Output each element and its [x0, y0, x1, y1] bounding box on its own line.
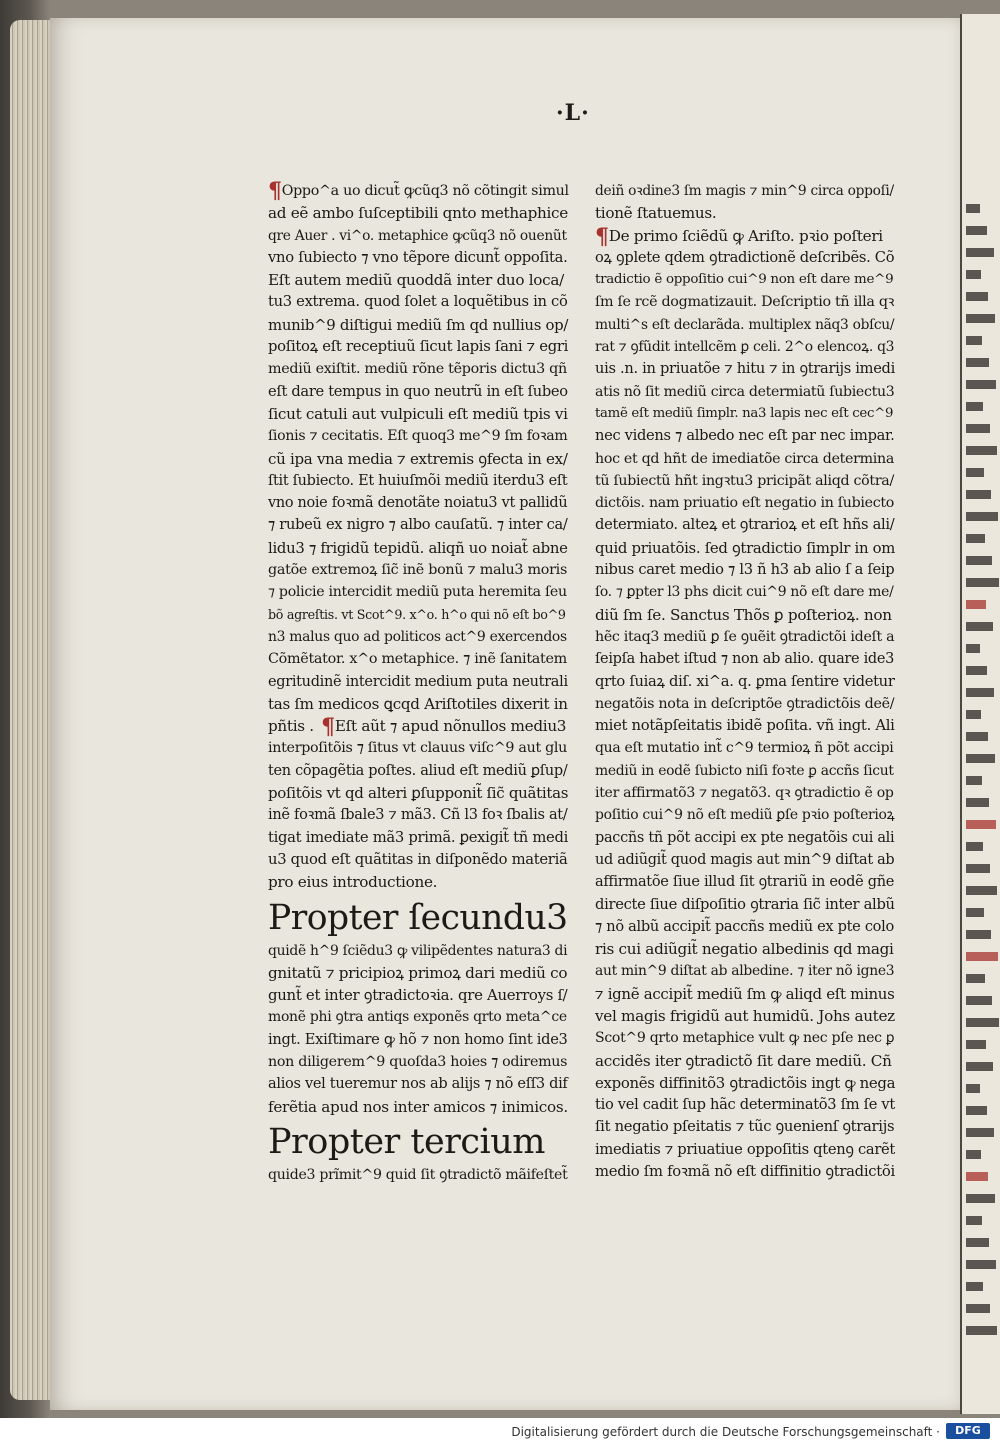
- text-line: [268, 225, 568, 247]
- text-line: [595, 1050, 895, 1072]
- line-text: eſt dare tempus in quo neutrũ in eſt ſubeo: [268, 382, 568, 400]
- text-line: [268, 804, 568, 826]
- line-text: ⁊ policie intercidit mediũ puta heremita ſeu: [268, 584, 567, 601]
- next-page-text-fragment: [966, 1326, 997, 1335]
- next-page-text-fragment: [966, 908, 984, 917]
- text-line: [595, 336, 895, 358]
- next-page-text-fragment: [966, 578, 999, 587]
- line-text: affirmatõe ſiue illud ſit ꝯtrariũ in eodẽ gñe: [595, 874, 895, 891]
- line-text: monẽ phi ꝯtra antiqs exponẽs qrto meta^ce: [268, 1009, 567, 1026]
- text-line: [595, 180, 895, 202]
- line-text: alios vel tueremur nos ab alijs ⁊ nõ eſſ3 dif: [268, 1076, 568, 1093]
- line-text: rat ⁊ ꝯfũdit intellcẽm ꝑ celi. 2^o elencoꝝ. q3: [595, 339, 895, 356]
- text-line: [268, 940, 568, 962]
- next-page-text-fragment: [966, 292, 988, 301]
- next-page-text-fragment: [966, 930, 991, 939]
- text-line: [268, 671, 568, 693]
- text-line: [595, 514, 895, 536]
- line-text: nec videns ⁊ albedo nec eſt par nec impar.: [595, 427, 895, 445]
- text-line: [268, 1006, 568, 1028]
- rubric-pilcrow: ¶: [313, 714, 335, 741]
- line-text: tradictio ẽ oppoſitio cui^9 non eſt dare me^9: [595, 272, 894, 288]
- next-page-text-fragment: [966, 1062, 993, 1071]
- text-line: [268, 1164, 568, 1186]
- text-line: [595, 648, 895, 670]
- text-line: [268, 714, 568, 741]
- text-line: [595, 537, 895, 559]
- line-text: diũ ſm ſe. Sanctus Thõs ꝑ poſterioꝝ. non: [595, 605, 892, 624]
- next-page-text-fragment: [966, 1238, 989, 1247]
- next-page-text-fragment: [966, 226, 987, 235]
- line-text: ſtit ſubiecto. Et huiuſmõi mediũ iterdu3 eſt: [268, 472, 568, 489]
- next-page-text-fragment: [966, 974, 985, 983]
- text-line: [595, 291, 895, 313]
- next-page-text-fragment: [966, 336, 982, 345]
- text-line: [595, 448, 895, 470]
- next-page-text-fragment: [966, 622, 993, 631]
- line-text: vel magis frigidũ aut humidũ. Johs autez: [595, 1006, 895, 1025]
- next-page-text-fragment: [966, 644, 980, 653]
- next-page-text-fragment: [966, 1172, 988, 1181]
- next-page-text-fragment: [966, 358, 989, 367]
- next-page-text-fragment: [966, 380, 996, 389]
- text-line: [595, 693, 895, 715]
- text-line: [268, 448, 568, 470]
- text-line: [268, 537, 568, 559]
- line-text: mediũ exiſtit. mediũ rõne tẽporis dictu3 qñ: [268, 361, 567, 378]
- text-line: [268, 760, 568, 782]
- text-line: [595, 871, 895, 893]
- line-text: tu3 extrema. quod ſolet a loquẽtibus in cõ: [268, 293, 568, 311]
- line-text: medio ſm foꝛmã nõ eſt diffinitio ꝯtradictõi: [595, 1163, 895, 1181]
- line-text: uis .n. in priuatõe ⁊ hitu ⁊ in ꝯtrarijs imedi: [595, 360, 895, 378]
- line-text: qre Auer . vi^o. metaphice ꝙcũq3 nõ ouenũt: [268, 227, 567, 244]
- text-line: [268, 514, 568, 536]
- text-line: [268, 648, 568, 670]
- text-line: [268, 849, 568, 871]
- text-line: [268, 782, 568, 804]
- text-line: [595, 1027, 895, 1049]
- line-text: Scot^9 qrto metaphice vult ꝙ nec pſe nec ꝑ: [595, 1030, 895, 1047]
- next-page-text-fragment: [966, 1260, 996, 1269]
- next-page-text-fragment: [966, 754, 995, 763]
- line-text: Cõmẽtator. x^o metaphice. ⁊ inẽ ſanitatem: [268, 651, 567, 668]
- text-line: [595, 938, 895, 960]
- right-text-column: [595, 180, 895, 1183]
- text-line: [595, 470, 895, 492]
- line-text: tigat imediate mã3 primã. ꝑexigit̃ tñ medi: [268, 828, 569, 846]
- text-line: [595, 916, 895, 938]
- line-text: pñtis .: [268, 717, 314, 736]
- text-line: [268, 581, 568, 603]
- text-line: [595, 314, 895, 336]
- text-line: [268, 470, 568, 492]
- next-page-text-fragment: [966, 1040, 986, 1049]
- text-line: [268, 559, 568, 581]
- next-page-text-fragment: [966, 446, 997, 455]
- text-line: [595, 804, 895, 826]
- text-line: [595, 626, 895, 648]
- line-text: ud adiũgit̃ quod magis aut min^9 diſtat ab: [595, 851, 895, 868]
- line-text: miet notãpſeitatis ibidẽ poſita. vñ ingt. Ali: [595, 717, 895, 735]
- line-text: quide3 prĩmit^9 quid ſit ꝯtradictõ mãifeſtet̃: [268, 1166, 568, 1183]
- text-line: [595, 737, 895, 759]
- line-text: directe ſiue diſpoſitio ꝯtraria ſic̃ inter albũ: [595, 895, 895, 913]
- line-text: pro eius introductione.: [268, 873, 438, 892]
- next-page-text-fragment: [966, 1084, 980, 1093]
- next-page-text-fragment: [966, 424, 990, 433]
- text-line: [595, 1005, 895, 1027]
- line-text: qrto ſuiaꝝ diſ. xi^a. q. ꝑma ſentire videtur: [595, 672, 895, 690]
- line-text: De primo ſciẽdũ ꝙ Ariſto. pꝛio poſteri: [608, 226, 883, 245]
- text-line: [595, 782, 895, 804]
- folio-number: ·L·: [556, 100, 590, 126]
- line-text: mediũ in eodẽ ſubicto niſi foꝛte ꝑ accñs ſicut: [595, 762, 894, 779]
- line-text: atis nõ ſit mediũ circa determiatũ ſubiectu3: [595, 383, 895, 400]
- dfg-logo: DFG: [946, 1423, 990, 1439]
- line-text: ⁊ nõ albũ accipit̃ paccñs mediũ ex pte colo: [595, 917, 894, 935]
- text-line: [595, 403, 895, 425]
- section-heading: Propter ſecundu3: [268, 897, 568, 938]
- line-text: ingt. Exiſtimare ꝙ hõ ⁊ non homo ſint ide3: [268, 1030, 568, 1048]
- line-text: iter affirmatõ3 ⁊ negatõ3. qꝛ ꝯtradictio ẽ op: [595, 785, 894, 802]
- text-line: [595, 581, 895, 603]
- line-text: determiato. alteꝝ et ꝯtrarioꝝ et eſt hñs ali/: [595, 516, 895, 534]
- next-page-text-fragment: [966, 468, 984, 477]
- line-text: ⁊ rubeũ ex nigro ⁊ albo cauſatũ. ⁊ inter ca/: [268, 516, 568, 534]
- line-text: tio vel cadit ſup hãc determinatõ3 ſm ſe vt: [595, 1096, 895, 1114]
- next-page-text-fragment: [966, 688, 994, 697]
- text-line: [268, 247, 568, 269]
- line-text: ſeipſa habet iſtud ⁊ non ab alio. quare ide3: [595, 651, 895, 668]
- text-line: [595, 604, 895, 626]
- rubric-pilcrow: ¶: [268, 178, 282, 204]
- text-line: [595, 849, 895, 871]
- text-line: [268, 180, 568, 202]
- text-line: [268, 202, 568, 224]
- next-page-text-fragment: [966, 820, 996, 829]
- text-line: [268, 492, 568, 514]
- text-line: [595, 202, 895, 224]
- line-text: qua eſt mutatio int̃ c^9 termioꝝ ñ põt accipi: [595, 740, 894, 757]
- next-page-text-fragment: [966, 204, 980, 213]
- text-line: [595, 960, 895, 982]
- line-text: vno ſubiecto ⁊ vno tẽpore dicunt̃ oppoſita.: [268, 248, 568, 266]
- line-text: ſicut catuli aut vulpiculi eſt mediũ tpis vi: [268, 404, 568, 423]
- text-line: [268, 984, 568, 1006]
- text-line: [595, 671, 895, 693]
- line-text: gunt̃ et inter ꝯtradictoꝛia. qre Auerroys ſ/: [268, 986, 568, 1005]
- next-page-text-fragment: [966, 1216, 982, 1225]
- line-text: poſitoꝝ eſt receptiuũ ſicut lapis ſani ⁊ egri: [268, 338, 569, 356]
- line-text: ⁊ ignẽ accipit̃ mediũ ſm ꝙ aliqd eſt minus: [595, 984, 895, 1003]
- line-text: n3 malus quo ad politicos act^9 exercendos: [268, 628, 567, 645]
- rubric-text: Eſt aũt ⁊ apud nõnullos mediu3: [334, 717, 567, 736]
- section-heading: Propter tercium: [268, 1121, 545, 1162]
- next-page-text-fragment: [966, 534, 985, 543]
- line-text: nibus caret medio ⁊ l3 ñ h3 ab alio ſ a ſeip: [595, 561, 895, 579]
- text-line: [268, 626, 568, 648]
- next-page-text-fragment: [966, 886, 997, 895]
- text-line: [595, 1116, 895, 1138]
- text-line: [268, 1096, 568, 1118]
- text-line: [268, 358, 568, 380]
- line-text: accidẽs iter ꝯtradictõ ſit dare mediũ. Cñ: [595, 1051, 892, 1070]
- text-line: [595, 983, 895, 1005]
- line-text: inẽ foꝛmã ſbale3 ⁊ mã3. Cñ l3 foꝛ ſbalis at/: [268, 807, 568, 824]
- line-text: ſm ſe rcẽ dogmatizauit. Deſcriptio tñ illa qꝛ: [595, 294, 895, 311]
- next-page-text-fragment: [966, 314, 995, 323]
- text-line: [595, 894, 895, 916]
- text-line: [268, 425, 568, 447]
- left-text-column: [268, 180, 568, 1186]
- line-text: quid priuatõis. ſed ꝯtradictio ſimplr in om: [595, 538, 896, 557]
- line-text: ſionis ⁊ cecitatis. Eſt quoq3 me^9 ſm foꝛam: [268, 428, 568, 445]
- text-line: [595, 269, 895, 291]
- next-page-text-fragment: [966, 1194, 995, 1203]
- line-text: munib^9 diſtigui mediũ ſm qd nullius op/: [268, 315, 569, 334]
- line-text: non diligerem^9 quoſda3 hoies ⁊ odiremus: [268, 1053, 568, 1070]
- text-line: [595, 715, 895, 737]
- next-page-text-fragment: [966, 490, 991, 499]
- next-page-text-fragment: [966, 864, 990, 873]
- text-line: [268, 962, 568, 984]
- text-line: [268, 269, 568, 291]
- line-text: deiñ oꝛdine3 ſm magis ⁊ min^9 circa oppoſi/: [595, 183, 894, 199]
- next-page-text-fragment: [966, 270, 981, 279]
- line-text: ten cõpagẽtia poſtes. aliud eſt mediũ ꝑſup/: [268, 762, 568, 779]
- text-line: [595, 381, 895, 403]
- next-page-text-fragment: [966, 732, 988, 741]
- line-text: poſitõis vt qd alteri ꝑſupponit̃ ſic̃ quãtitas: [268, 784, 569, 803]
- text-line: [595, 1161, 895, 1183]
- next-page-text-fragment: [966, 1150, 981, 1159]
- line-text: exponẽs diffinitõ3 ꝯtradictõis ingt ꝙ nega: [595, 1073, 896, 1092]
- text-line: [268, 1073, 568, 1095]
- line-text: negatõis nota in deſcriptõe ꝯtradictõis deẽ/: [595, 695, 895, 712]
- line-text: poſitio cui^9 nõ eſt mediũ ꝑſe pꝛio poſterioꝝ: [595, 807, 895, 824]
- next-page-text-fragment: [966, 996, 992, 1005]
- line-text: ſit negatio pſeitatis ⁊ tũc ꝯuenienſ ꝯtrarijs: [595, 1118, 895, 1136]
- next-page-text-fragment: [966, 1128, 994, 1137]
- next-page-text-fragment: [966, 1282, 983, 1291]
- line-text: cũ ipa vna media ⁊ extremis ꝯfecta in ex/: [268, 449, 568, 468]
- line-text: ſo. ⁊ ꝑpter l3 phs dicit cui^9 nõ eſt dare me/: [595, 584, 894, 601]
- next-page-text-fragment: [966, 1018, 999, 1027]
- line-text: hẽc itaq3 mediũ ꝑ ſe ꝯuẽit ꝯtradictõi ideſt a: [595, 628, 895, 645]
- next-page-text-fragment: [966, 248, 994, 257]
- line-text: tamẽ eſt mediũ ſimplr. na3 lapis nec eſt cec^9: [595, 405, 894, 421]
- line-text: Oppo^a uo dicut̃ ꝙcũq3 nõ cõtingit simul: [281, 183, 569, 199]
- line-text: ferẽtia apud nos inter amicos ⁊ inimicos.: [268, 1097, 568, 1116]
- next-page-text-fragment: [966, 798, 989, 807]
- line-text: multi^s eſt declarãda. multiplex nãq3 obſcu/: [595, 316, 895, 333]
- next-page-text-fragment: [966, 556, 992, 565]
- line-text: gnitatũ ⁊ pricipioꝝ primoꝝ dari mediũ co: [268, 963, 568, 982]
- line-text: bõ agreſtis. vt Scot^9. x^o. h^o qui nõ eſt bo^9: [268, 606, 566, 622]
- text-line: [268, 693, 568, 715]
- text-line: [595, 559, 895, 581]
- text-line: [595, 425, 895, 447]
- text-line: [595, 223, 895, 250]
- text-line: [268, 336, 568, 358]
- next-page-text-fragment: [966, 1304, 990, 1313]
- line-text: paccñs tñ põt accipi ex pte negatõis cui ali: [595, 829, 895, 846]
- line-text: imediatis ⁊ priuatiue oppoſitis qtenꝯ carẽt: [595, 1140, 896, 1158]
- line-text: tũ ſubiectũ hñt ingꝛtu3 pricipãt aliqd cõtra/: [595, 472, 894, 489]
- line-text: lidu3 ⁊ frigidũ tepidũ. aliqñ uo noiat̃ abne: [268, 538, 568, 557]
- text-line: [595, 1072, 895, 1094]
- line-text: vno noie foꝛmã denotãte noiatu3 vt pallidũ: [268, 495, 568, 512]
- text-line: [595, 760, 895, 782]
- next-page-text-fragment: [966, 842, 983, 851]
- text-line: [268, 314, 568, 336]
- line-text: Eſt autem mediũ quoddã inter duo loca/: [268, 271, 564, 290]
- rubric-pilcrow: ¶: [595, 223, 609, 250]
- text-line: [268, 1029, 568, 1051]
- line-text: u3 quod eſt quãtitas in diſponẽdo materiã: [268, 850, 568, 868]
- line-text: tionẽ ſtatuemus.: [595, 204, 717, 223]
- text-line: [595, 492, 895, 514]
- text-line: [268, 381, 568, 403]
- text-line: [595, 827, 895, 849]
- text-line: [268, 604, 568, 626]
- line-text: oꝝ ꝯplete qdem ꝯtradictionẽ deſcribẽs. Cõ: [595, 248, 895, 266]
- line-text: quidẽ h^9 ſciẽdu3 ꝙ vilipẽdentes natura3 di: [268, 942, 568, 959]
- text-line: [595, 1094, 895, 1116]
- text-line: [268, 737, 568, 759]
- text-line: [268, 1051, 568, 1073]
- next-page-edge: [960, 14, 1000, 1414]
- line-text: aut min^9 diſtat ab albedine. ⁊ iter nõ igne3: [595, 963, 895, 980]
- line-text: ad eẽ ambo ſuſceptibili qnto methaphice: [268, 204, 568, 223]
- text-line: [268, 291, 568, 313]
- next-page-text-fragment: [966, 1106, 987, 1115]
- next-page-text-fragment: [966, 710, 981, 719]
- line-text: tas ſm medicos ꝗcqd Ariſtotiles dixerit in: [268, 694, 568, 713]
- line-text: ris cui adiũgit̃ negatio albedinis qd magi: [595, 940, 894, 959]
- next-page-text-fragment: [966, 402, 983, 411]
- text-line: [595, 1139, 895, 1161]
- next-page-text-fragment: [966, 512, 998, 521]
- text-line: [268, 827, 568, 849]
- text-line: [595, 358, 895, 380]
- footer-credit: Digitalisierung gefördert durch die Deutsche Forschungsgemeinschaft ·: [511, 1425, 940, 1439]
- text-line: [595, 247, 895, 269]
- line-text: gatõe extremoꝝ ſic̃ inẽ bonũ ⁊ malu3 moris: [268, 562, 568, 579]
- text-line: [268, 403, 568, 425]
- next-page-text-fragment: [966, 952, 998, 961]
- footer-banner: [0, 1418, 1000, 1446]
- next-page-text-fragment: [966, 600, 986, 609]
- line-text: hoc et qd hñt de imediatõe circa determina: [595, 450, 895, 467]
- line-text: dictõis. nam priuatio eſt negatio in ſubiecto: [595, 495, 894, 512]
- line-text: interpoſitõis ⁊ ſitus vt clauus viſc^9 aut glu: [268, 740, 568, 757]
- next-page-text-fragment: [966, 776, 982, 785]
- line-text: egritudinẽ intercidit medium puta neutrali: [268, 673, 568, 690]
- text-line: [268, 871, 568, 893]
- next-page-text-fragment: [966, 666, 987, 675]
